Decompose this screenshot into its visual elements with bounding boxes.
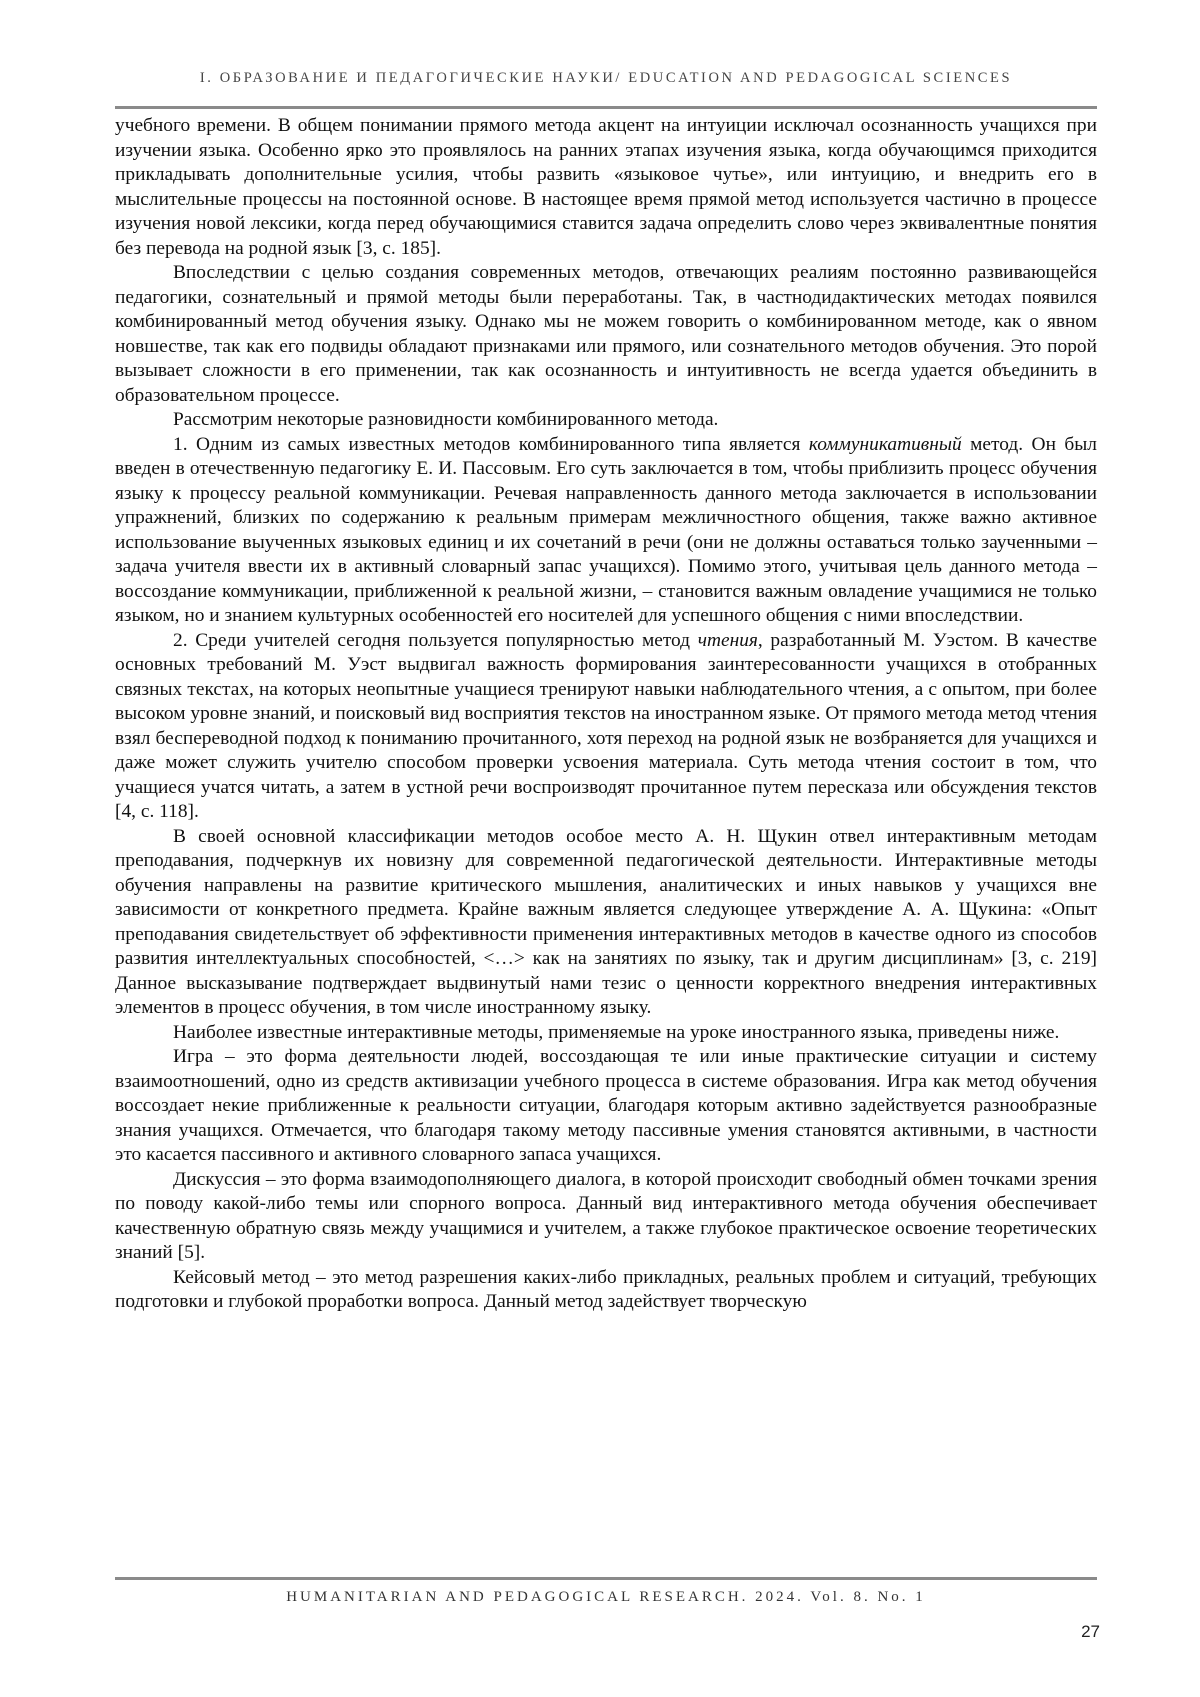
paragraph-discussion: Дискуссия – это форма взаимодополняющего диалога, в которой происходит свободный обмен точками зрения по поводу какой-либо темы или спорного вопроса. Данный вид интерактивного метода обучения обеспечивает качественную обратную связь между учащимися и учителем, а также глубокое практическое освоение теоретических знаний [5]. — [115, 1168, 1097, 1263]
paragraph-reading-method — [115, 629, 1097, 825]
journal-footer: HUMANITARIAN AND PEDAGOGICAL RESEARCH. 2024. Vol. 8. No. 1 — [286, 1589, 926, 1605]
paragraph-case-method: Кейсовый метод – это метод разрешения каких-либо прикладных, реальных проблем и ситуаций, требующих подготовки и глубокой проработки вопроса. Данный метод задействует творческую — [115, 1266, 1097, 1312]
page-number: 27 — [1081, 1622, 1100, 1641]
paragraph-5-text-b: , разработанный М. Уэстом. В качестве основных требований М. Уэст выдвигал важность формирования заинтересованности учащихся в отобранных связных текстах, на которых неопытные учащиеся тренируют навыки наблюдательного чтения, а с опытом, при более высоком уровне знаний, и поисковый вид восприятия текстов на иностранном языке. От прямого метода метод чтения взял беспереводной подход к пониманию прочитанного, хотя переход на родной язык не возбраняется для учащихся и даже может служить учителю способом проверки усвоения материала. Суть метода чтения состоит в том, что учащиеся учатся читать, а затем в устной речи воспроизводят прочитанное путем пересказа или обсуждения текстов [4, с. 118]. — [115, 629, 1097, 822]
paragraph-1: учебного времени. В общем понимании прямого метода акцент на интуиции исключал осознанность учащихся при изучении языка. Особенно ярко это проявлялось на ранних этапах изучения языка, когда обучающимся приходится прикладывать дополнительные усилия, чтобы развить «языковое чутье», или интуицию, и внедрить его в мыслительные процессы на постоянной основе. В настоящее время прямой метод используется частично в процессе изучения новой лексики, когда перед обучающимися ставится задача определить слово через эквивалентные понятия без перевода на родной язык [3, с. 185]. — [115, 115, 1097, 259]
paragraph-4-text-a: 1. Одним из самых известных методов комбинированного типа является — [173, 433, 809, 455]
term-reading: чтения — [697, 629, 758, 651]
paragraph-2: Впоследствии с целью создания современных методов, отвечающих реалиям постоянно развивающейся педагогики, сознательный и прямой методы были переработаны. Так, в частнодидактических методах появился комбинированный метод обучения языку. Однако мы не можем говорить о комбинированном методе, как о явном новшестве, так как его подвиды обладают признаками или прямого, или сознательного методов обучения. Это порой вызывает сложности в его применении, так как осознанность и интуитивность не всегда удается объединить в образовательном процессе. — [115, 262, 1097, 406]
paragraph-7: Наиболее известные интерактивные методы, применяемые на уроке иностранного языка, приведены ниже. — [173, 1021, 1060, 1043]
paragraph-4-text-b: метод. Он был введен в отечественную педагогику Е. И. Пассовым. Его суть заключается в том, чтобы приблизить процесс обучения языку к процессу реальной коммуникации. Речевая направленность данного метода заключается в использовании упражнений, близких по содержанию к реальным примерам межличностного общения, также важно активное использование выученных языковых единиц и их сочетаний в речи (они не должны оставаться только заученными – задача учителя ввести их в активный словарный запас учащихся). Помимо этого, учитывая цель данного метода – воссоздание коммуникации, приближенной к реальной жизни, – становится важным овладение учащимися не только языком, но и знанием культурных особенностей его носителей для успешного общения с ними впоследствии. — [115, 433, 1097, 626]
term-communicative: коммуникативный — [808, 433, 962, 455]
paragraph-6: В своей основной классификации методов особое место А. Н. Щукин отвел интерактивным методам преподавания, подчеркнув их новизну для современной педагогической деятельности. Интерактивные методы обучения направлены на развитие критического мышления, аналитических и иных навыков у учащихся вне зависимости от конкретного предмета. Крайне важным является следующее утверждение А. А. Щукина: «Опыт преподавания свидетельствует об эффективности применения интерактивных методов в качестве одного из способов развития интеллектуальных способностей, <…> как на занятиях по языку, так и другим дисциплинам» [3, с. 219] Данное высказывание подтверждает выдвинутый нами тезис о ценности корректного внедрения интерактивных элементов в процесс обучения, в том числе иностранному языку. — [115, 825, 1097, 1018]
header-rule — [115, 106, 1097, 109]
paragraph-3: Рассмотрим некоторые разновидности комбинированного метода. — [173, 409, 719, 430]
article-body — [115, 114, 1097, 1315]
paragraph-game: Игра – это форма деятельности людей, воссоздающая те или иные практические ситуации и систему взаимоотношений, одно из средств активизации учебного процесса в системе образования. Игра как метод обучения воссоздает некие приближенные к реальности ситуации, благодаря которым активно задействуется разнообразные знания учащихся. Отмечается, что благодаря такому методу пассивные умения становятся активными, в частности это касается пассивного и активного словарного запаса учащихся. — [115, 1046, 1097, 1165]
footer-rule — [115, 1577, 1097, 1580]
paragraph-communicative-method — [115, 433, 1097, 629]
paragraph-5-text-a: 2. Среди учителей сегодня пользуется популярностью метод — [173, 629, 698, 651]
running-head: I. ОБРАЗОВАНИЕ И ПЕДАГОГИЧЕСКИЕ НАУКИ/ EDUCATION AND PEDAGOGICAL SCIENCES — [199, 70, 1013, 86]
